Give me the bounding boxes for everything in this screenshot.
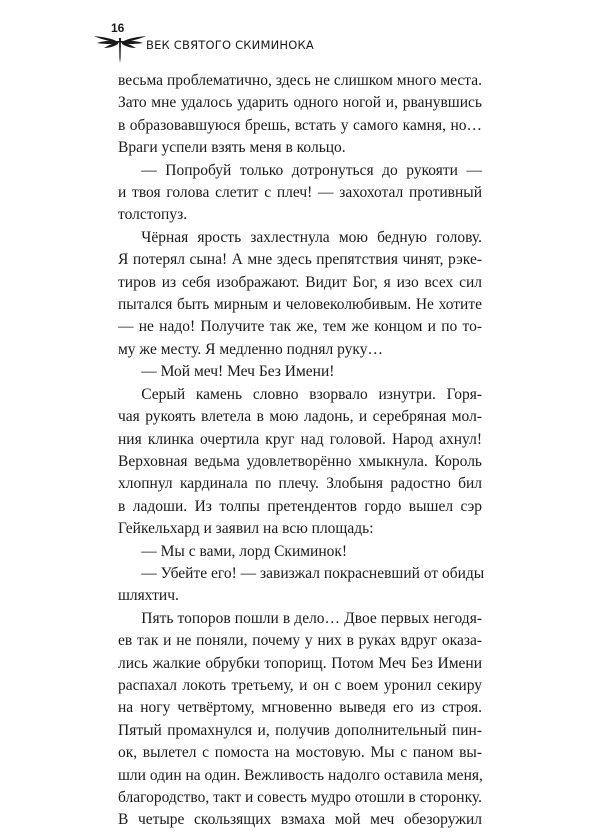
text-line: ок, вылетел с помоста на мостовую. Мы с паном вы-: [118, 744, 482, 762]
text-line: чая рукоять влетела в мою ладонь, и серебряная мол-: [118, 408, 482, 426]
text-line: Чёрная ярость захлестнула мою бедную голову.: [141, 228, 482, 246]
text-line: В четыре скользящих взмаха мой меч обезоружил: [118, 811, 482, 829]
text-line: распахал локоть третьему, и он с воем уронил секиру: [118, 676, 482, 694]
text-line: шли один на один. Вежливость надолго оставила меня,: [118, 766, 483, 784]
running-header: [0, 0, 600, 66]
page-number: 16: [111, 21, 125, 35]
text-line: хлопнул кардинала по плечу. Злобыня радостно бил: [118, 475, 482, 493]
text-line: му же месту. Я медленно поднял руку…: [118, 340, 383, 358]
text-line: на ногу четвёртому, мгновенно выведя его из строя.: [118, 699, 482, 717]
text-line: в ладоши. Из толпы претендентов гордо вышел сэр: [118, 497, 482, 515]
text-line: Верховная ведьма удовлетворённо хмыкнула. Король: [118, 452, 482, 470]
text-line: — Мы с вами, лорд Скиминок!: [141, 542, 348, 560]
text-line: — Убейте его! — завизжал покрасневший от обиды: [141, 564, 485, 582]
running-title: ВЕК СВЯТОГО СКИМИНОКА: [146, 38, 314, 52]
text-line: — не надо! Получите так же, тем же концом и по то-: [118, 318, 482, 336]
text-line: ев так и не поняли, почему у них в руках вдруг оказа-: [118, 632, 482, 650]
text-line: Я потерял сына! А мне здесь препятствия чинят, рэке-: [118, 251, 482, 269]
text-line: Враги успели взять меня в кольцо.: [118, 139, 346, 157]
body-text: [118, 70, 485, 832]
text-line: Пятый промахнулся и, получив дополнительный пин-: [118, 721, 482, 739]
text-line: ния клинка очертила круг над головой. Народ ахнул!: [118, 430, 482, 448]
text-line: в образовавшуюся брешь, встать у самого камня, но…: [118, 116, 482, 134]
text-line: — Попробуй только дотронуться до рукояти —: [141, 161, 482, 179]
text-line: благородство, такт и совесть мудро отошли в сторонку.: [118, 789, 482, 806]
text-line: Серый камень словно взорвало изнутри. Горя-: [141, 385, 482, 403]
text-line: весьма проблематично, здесь не слишком много места.: [118, 72, 482, 89]
text-line: и твоя голова слетит с плеч! — захохотал противный: [118, 184, 482, 202]
winged-sword-icon: [92, 32, 148, 64]
text-line: шляхтич.: [118, 587, 179, 605]
text-line: пытался быть мирным и человеколюбивым. Не хотите: [118, 296, 482, 314]
text-line: тиров из себя изображают. Видит Бог, я изо всех сил: [118, 273, 482, 291]
text-line: Зато мне удалось ударить одного ногой и, рванувшись: [118, 94, 482, 112]
text-line: Пять топоров пошли в дело… Двое первых негодя-: [141, 609, 482, 627]
text-line: лись жалкие обрубки топорищ. Потом Меч Без Имени: [118, 654, 482, 672]
text-line: Гейкельхард и заявил на всю площадь:: [118, 520, 374, 538]
text-line: толстопуз.: [118, 206, 188, 224]
text-line: — Мой меч! Меч Без Имени!: [141, 363, 335, 381]
